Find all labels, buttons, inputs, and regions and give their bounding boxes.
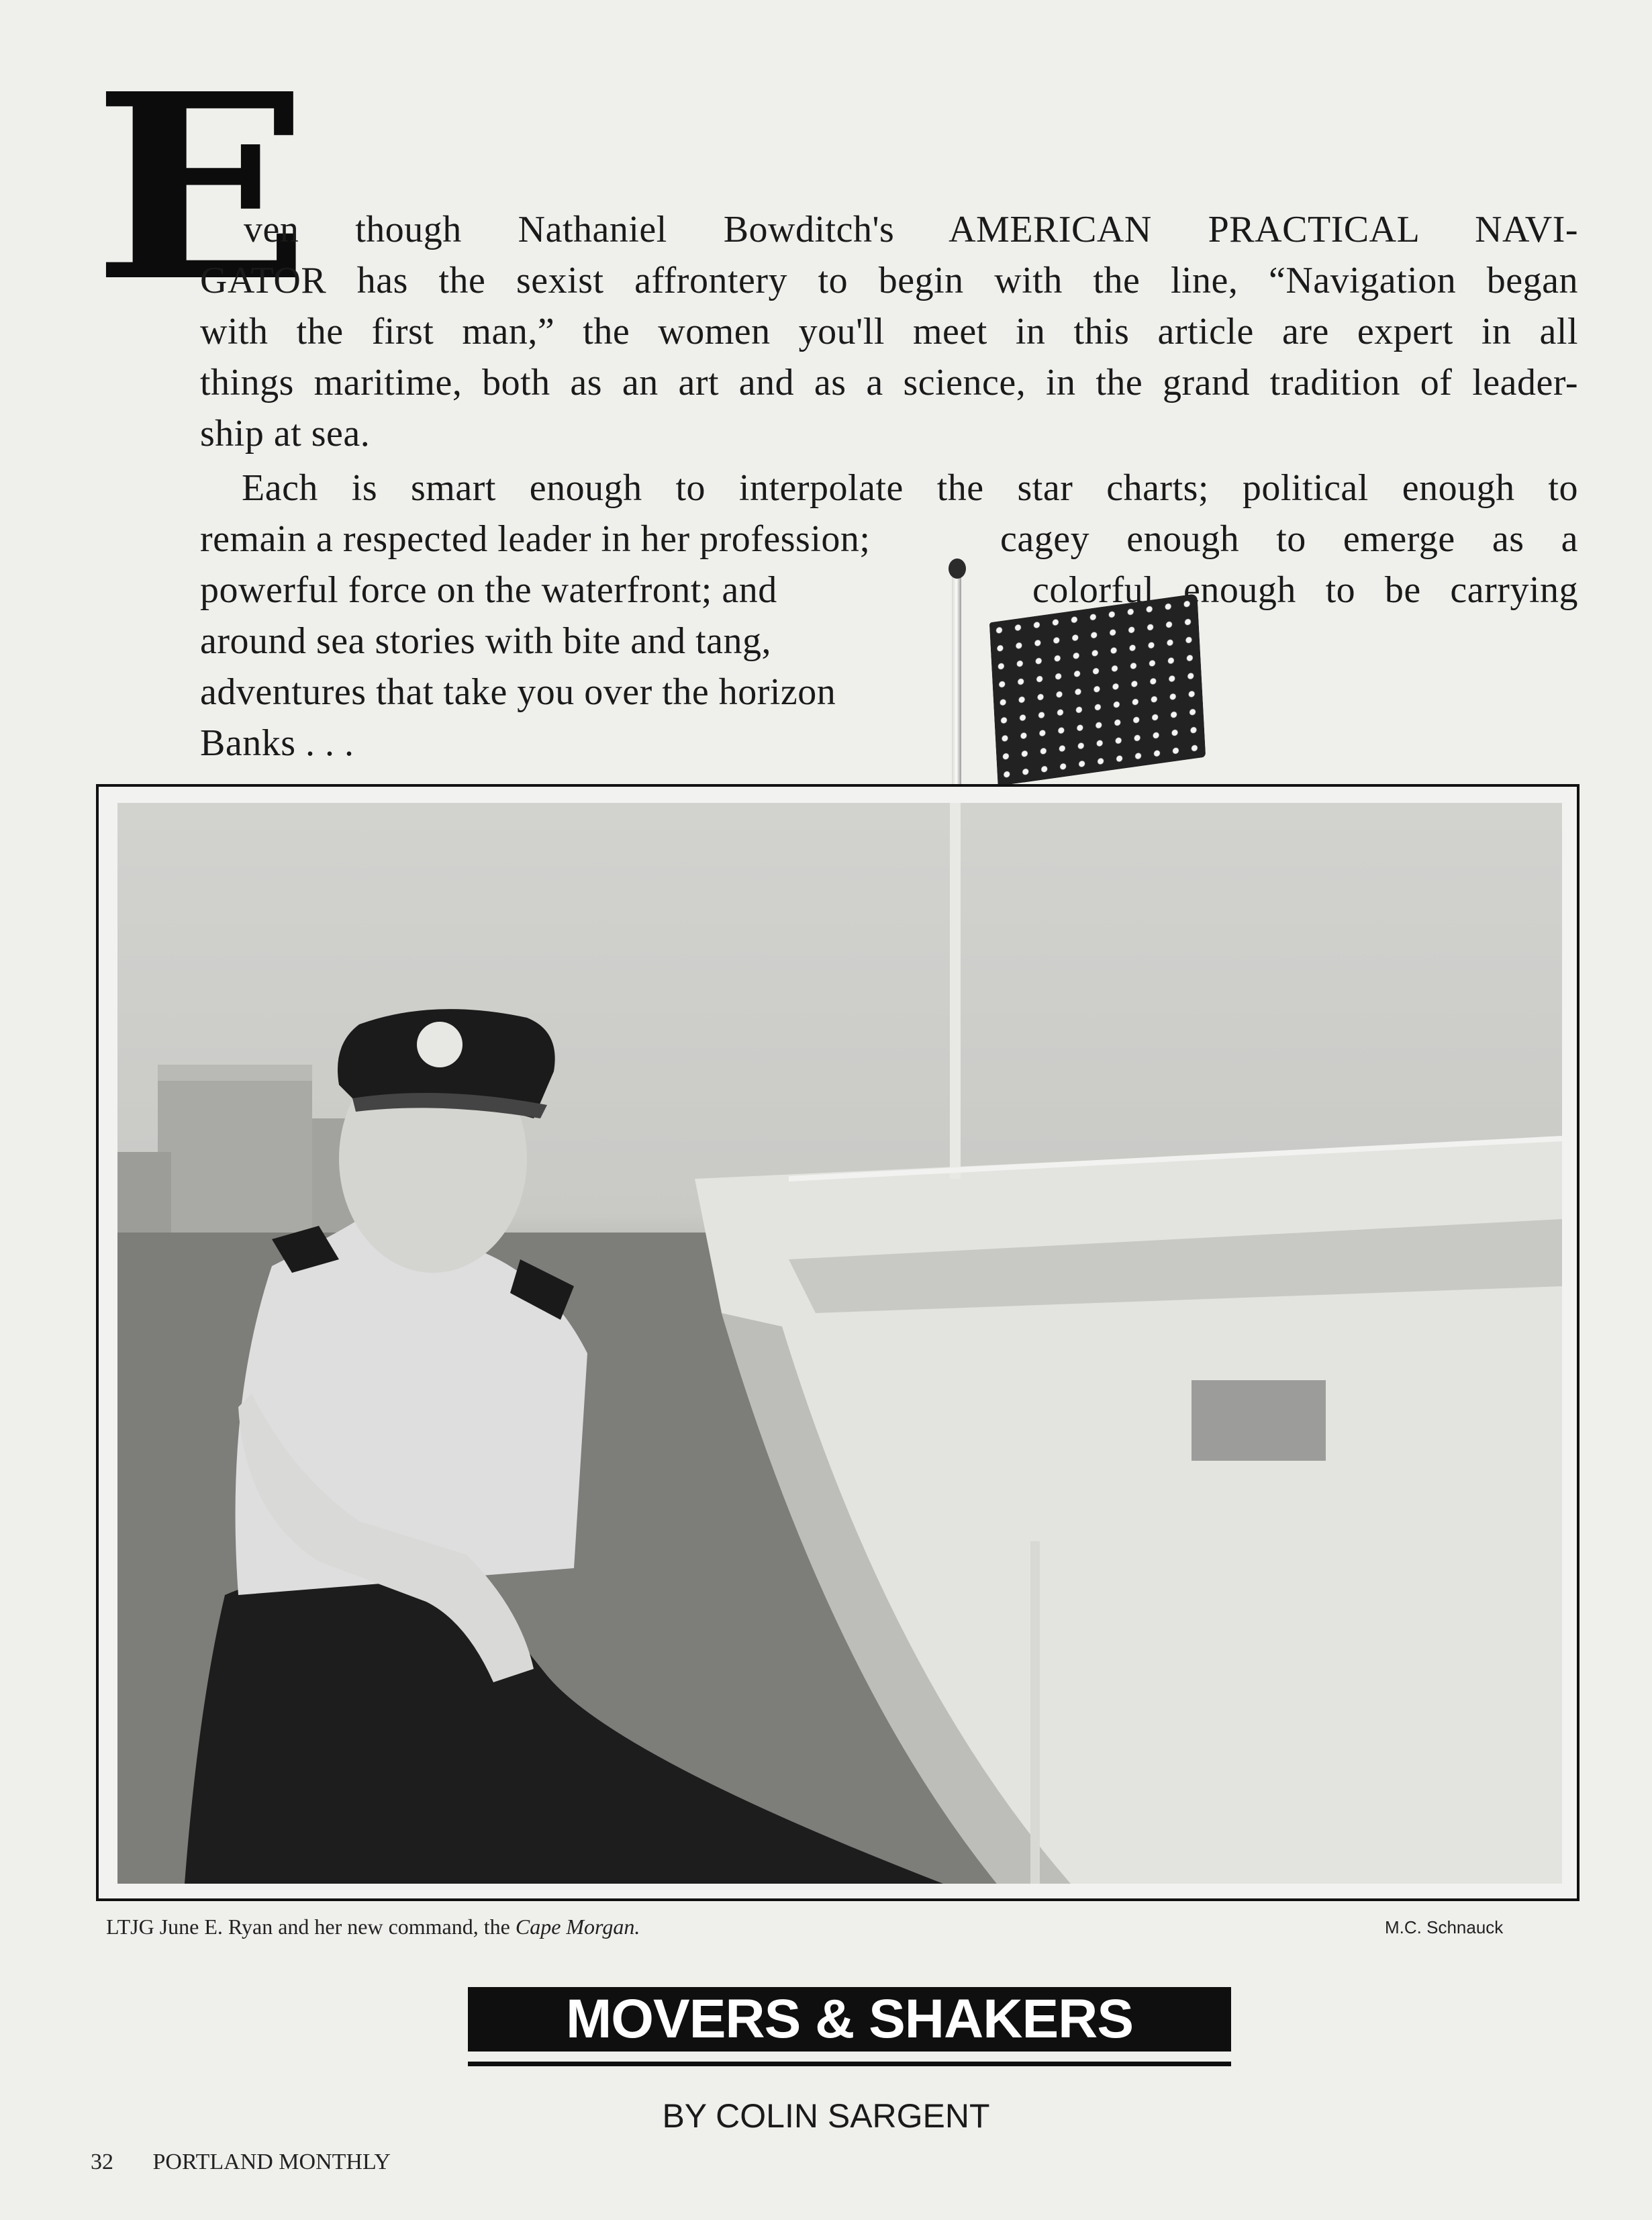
left-column-line: Banks . . . bbox=[200, 722, 354, 764]
page-number: 32 bbox=[91, 2150, 113, 2174]
body-line: ven though Nathaniel Bowditch's AMERICAN PRACTICAL NAVI- bbox=[244, 209, 1578, 250]
photo-illustration bbox=[117, 803, 1562, 1884]
headline-banner: MOVERS & SHAKERS bbox=[468, 1987, 1231, 2052]
photo-caption bbox=[106, 1915, 640, 1939]
right-column-line: cagey enough to emerge as a bbox=[1000, 518, 1578, 560]
photo-frame bbox=[96, 784, 1580, 1901]
body-line: Each is smart enough to interpolate the star charts; political enough to bbox=[242, 467, 1578, 509]
publication-name: PORTLAND MONTHLY bbox=[152, 2150, 391, 2174]
left-column-line: adventures that take you over the horizon bbox=[200, 671, 836, 713]
drop-cap: E bbox=[93, 38, 311, 338]
officer-photo bbox=[117, 803, 1562, 1884]
left-column-line: around sea stories with bite and tang, bbox=[200, 620, 772, 662]
right-column-line: colorful enough to be carrying bbox=[1032, 569, 1578, 611]
american-flag-illustration bbox=[989, 593, 1206, 786]
photo-credit: M.C. Schnauck bbox=[1385, 1917, 1504, 1937]
body-line: things maritime, both as an art and as a science, in the grand tradition of leader- bbox=[200, 362, 1578, 403]
body-line: GATOR has the sexist affrontery to begin with the line, “Navigation began bbox=[200, 260, 1578, 301]
caption-text: LTJG June E. Ryan and her new command, the bbox=[106, 1915, 516, 1939]
page-footer bbox=[91, 2150, 391, 2175]
left-column-line: powerful force on the waterfront; and bbox=[200, 569, 777, 611]
flagpole-finial bbox=[949, 559, 966, 579]
byline: BY COLIN SARGENT bbox=[662, 2097, 990, 2135]
caption-ship-name: Cape Morgan. bbox=[515, 1915, 640, 1939]
body-line: ship at sea. bbox=[200, 413, 371, 454]
headline-rule bbox=[468, 2062, 1231, 2066]
left-column-line: remain a respected leader in her profession; bbox=[200, 518, 871, 560]
body-line: with the first man,” the women you'll meet in this article are expert in all bbox=[200, 311, 1578, 352]
